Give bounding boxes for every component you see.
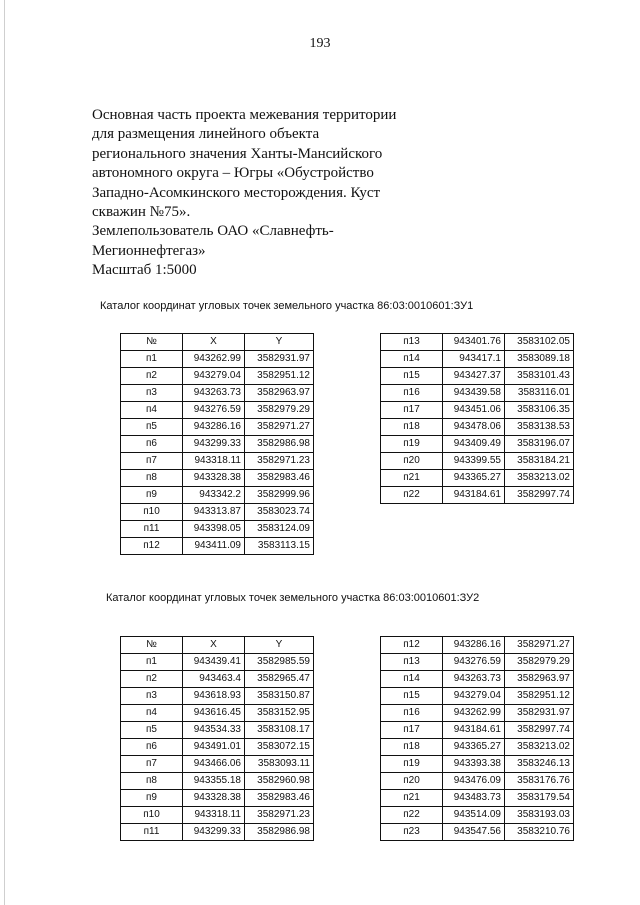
y-coordinate-cell: 3583089.18	[505, 351, 574, 368]
table-row	[121, 487, 314, 504]
point-id-cell: п8	[121, 470, 183, 487]
heading-line: Мегионнефтегаз»	[92, 242, 206, 259]
heading-line: Масштаб 1:5000	[92, 262, 197, 279]
x-coordinate-cell: 943483.73	[443, 790, 505, 807]
point-id-cell: п12	[121, 538, 183, 555]
y-coordinate-cell: 3582951.12	[505, 688, 574, 705]
y-coordinate-cell: 3582971.27	[505, 637, 574, 654]
x-coordinate-cell: 943286.16	[443, 637, 505, 654]
x-coordinate-cell: 943417.1	[443, 351, 505, 368]
point-id-cell: п14	[381, 671, 443, 688]
point-id-cell: п19	[381, 756, 443, 773]
header-cell: №	[121, 334, 183, 351]
table-row	[381, 436, 574, 453]
x-coordinate-cell: 943299.33	[183, 436, 245, 453]
y-coordinate-cell: 3582983.46	[245, 470, 314, 487]
table-row	[381, 334, 574, 351]
table-row	[381, 654, 574, 671]
x-coordinate-cell: 943514.09	[443, 807, 505, 824]
point-id-cell: п8	[121, 773, 183, 790]
point-id-cell: п1	[121, 654, 183, 671]
table-header-row	[121, 637, 314, 654]
y-coordinate-cell: 3583101.43	[505, 368, 574, 385]
point-id-cell: п20	[381, 773, 443, 790]
point-id-cell: п19	[381, 436, 443, 453]
y-coordinate-cell: 3582965.47	[245, 671, 314, 688]
x-coordinate-cell: 943398.05	[183, 521, 245, 538]
table-row	[121, 419, 314, 436]
point-id-cell: п17	[381, 722, 443, 739]
point-id-cell: п16	[381, 385, 443, 402]
x-coordinate-cell: 943616.45	[183, 705, 245, 722]
point-id-cell: п4	[121, 402, 183, 419]
point-id-cell: п6	[121, 739, 183, 756]
x-coordinate-cell: 943411.09	[183, 538, 245, 555]
x-coordinate-cell: 943399.55	[443, 453, 505, 470]
y-coordinate-cell: 3582931.97	[245, 351, 314, 368]
point-id-cell: п10	[121, 504, 183, 521]
y-coordinate-cell: 3583213.02	[505, 470, 574, 487]
point-id-cell: п14	[381, 351, 443, 368]
table-row	[121, 654, 314, 671]
x-coordinate-cell: 943276.59	[443, 654, 505, 671]
table-row	[121, 671, 314, 688]
y-coordinate-cell: 3582971.23	[245, 807, 314, 824]
x-coordinate-cell: 943409.49	[443, 436, 505, 453]
x-coordinate-cell: 943328.38	[183, 790, 245, 807]
table-row	[381, 722, 574, 739]
y-coordinate-cell: 3582986.98	[245, 436, 314, 453]
table-row	[121, 824, 314, 841]
x-coordinate-cell: 943393.38	[443, 756, 505, 773]
y-coordinate-cell: 3582997.74	[505, 722, 574, 739]
table-row	[121, 351, 314, 368]
y-coordinate-cell: 3582963.97	[245, 385, 314, 402]
y-coordinate-cell: 3582997.74	[505, 487, 574, 504]
point-id-cell: п12	[381, 637, 443, 654]
y-coordinate-cell: 3583138.53	[505, 419, 574, 436]
point-id-cell: п1	[121, 351, 183, 368]
x-coordinate-cell: 943534.33	[183, 722, 245, 739]
point-id-cell: п18	[381, 739, 443, 756]
table-row	[381, 739, 574, 756]
y-coordinate-cell: 3583152.95	[245, 705, 314, 722]
table-row	[381, 688, 574, 705]
table-row	[381, 402, 574, 419]
point-id-cell: п16	[381, 705, 443, 722]
document-heading	[92, 106, 422, 281]
x-coordinate-cell: 943318.11	[183, 453, 245, 470]
x-coordinate-cell: 943279.04	[183, 368, 245, 385]
table-header-row	[121, 334, 314, 351]
point-id-cell: п7	[121, 756, 183, 773]
x-coordinate-cell: 943478.06	[443, 419, 505, 436]
y-coordinate-cell: 3583184.21	[505, 453, 574, 470]
table-row	[121, 402, 314, 419]
point-id-cell: п21	[381, 470, 443, 487]
y-coordinate-cell: 3582971.27	[245, 419, 314, 436]
y-coordinate-cell: 3583213.02	[505, 739, 574, 756]
y-coordinate-cell: 3582985.59	[245, 654, 314, 671]
y-coordinate-cell: 3582931.97	[505, 705, 574, 722]
header-cell: Y	[245, 637, 314, 654]
table-row	[121, 521, 314, 538]
point-id-cell: п22	[381, 807, 443, 824]
point-id-cell: п15	[381, 368, 443, 385]
point-id-cell: п3	[121, 385, 183, 402]
point-id-cell: п20	[381, 453, 443, 470]
x-coordinate-cell: 943365.27	[443, 470, 505, 487]
y-coordinate-cell: 3582960.98	[245, 773, 314, 790]
point-id-cell: п13	[381, 334, 443, 351]
y-coordinate-cell: 3582979.29	[505, 654, 574, 671]
x-coordinate-cell: 943547.56	[443, 824, 505, 841]
x-coordinate-cell: 943262.99	[183, 351, 245, 368]
table-row	[381, 351, 574, 368]
y-coordinate-cell: 3583196.07	[505, 436, 574, 453]
table-row	[381, 385, 574, 402]
y-coordinate-cell: 3582979.29	[245, 402, 314, 419]
table-row	[381, 807, 574, 824]
table-row	[121, 773, 314, 790]
heading-line: для размещения линейного объекта	[92, 126, 320, 143]
x-coordinate-cell: 943476.09	[443, 773, 505, 790]
catalog1-title: Каталог координат угловых точек земельного участка 86:03:0010601:ЗУ1	[100, 300, 474, 312]
point-id-cell: п9	[121, 790, 183, 807]
point-id-cell: п22	[381, 487, 443, 504]
table-row	[121, 790, 314, 807]
x-coordinate-cell: 943263.73	[443, 671, 505, 688]
table-row	[121, 807, 314, 824]
catalog2-left-table	[120, 636, 314, 841]
heading-line: Землепользователь ОАО «Славнефть-	[92, 223, 334, 240]
scan-edge	[4, 0, 5, 905]
point-id-cell: п6	[121, 436, 183, 453]
table-row	[121, 688, 314, 705]
point-id-cell: п11	[121, 824, 183, 841]
table-row	[381, 637, 574, 654]
point-id-cell: п21	[381, 790, 443, 807]
table-row	[381, 419, 574, 436]
x-coordinate-cell: 943184.61	[443, 487, 505, 504]
table-row	[121, 385, 314, 402]
table-row	[121, 705, 314, 722]
y-coordinate-cell: 3583072.15	[245, 739, 314, 756]
x-coordinate-cell: 943355.18	[183, 773, 245, 790]
header-cell: Y	[245, 334, 314, 351]
x-coordinate-cell: 943618.93	[183, 688, 245, 705]
point-id-cell: п23	[381, 824, 443, 841]
table-row	[121, 722, 314, 739]
point-id-cell: п2	[121, 671, 183, 688]
x-coordinate-cell: 943401.76	[443, 334, 505, 351]
x-coordinate-cell: 943328.38	[183, 470, 245, 487]
x-coordinate-cell: 943451.06	[443, 402, 505, 419]
y-coordinate-cell: 3582963.97	[505, 671, 574, 688]
table-row	[121, 739, 314, 756]
x-coordinate-cell: 943318.11	[183, 807, 245, 824]
point-id-cell: п2	[121, 368, 183, 385]
point-id-cell: п15	[381, 688, 443, 705]
table-row	[381, 487, 574, 504]
y-coordinate-cell: 3583179.54	[505, 790, 574, 807]
y-coordinate-cell: 3582951.12	[245, 368, 314, 385]
table-row	[381, 824, 574, 841]
table-row	[121, 453, 314, 470]
header-cell: X	[183, 637, 245, 654]
x-coordinate-cell: 943427.37	[443, 368, 505, 385]
y-coordinate-cell: 3583093.11	[245, 756, 314, 773]
x-coordinate-cell: 943263.73	[183, 385, 245, 402]
y-coordinate-cell: 3583176.76	[505, 773, 574, 790]
table-row	[121, 368, 314, 385]
table-row	[121, 436, 314, 453]
x-coordinate-cell: 943286.16	[183, 419, 245, 436]
catalog1-right-table	[380, 333, 574, 504]
y-coordinate-cell: 3583246.13	[505, 756, 574, 773]
x-coordinate-cell: 943439.58	[443, 385, 505, 402]
heading-line: автономного округа – Югры «Обустройство	[92, 165, 374, 182]
point-id-cell: п11	[121, 521, 183, 538]
point-id-cell: п7	[121, 453, 183, 470]
point-id-cell: п5	[121, 722, 183, 739]
point-id-cell: п5	[121, 419, 183, 436]
table-row	[381, 671, 574, 688]
y-coordinate-cell: 3583106.35	[505, 402, 574, 419]
y-coordinate-cell: 3583210.76	[505, 824, 574, 841]
x-coordinate-cell: 943491.01	[183, 739, 245, 756]
heading-line: Западно-Асомкинского месторождения. Куст	[92, 184, 381, 201]
table-row	[381, 453, 574, 470]
x-coordinate-cell: 943313.87	[183, 504, 245, 521]
header-cell: №	[121, 637, 183, 654]
table-row	[381, 705, 574, 722]
table-row	[381, 470, 574, 487]
heading-line: регионального значения Ханты-Мансийского	[92, 145, 383, 162]
table-row	[121, 470, 314, 487]
table-row	[121, 504, 314, 521]
point-id-cell: п4	[121, 705, 183, 722]
x-coordinate-cell: 943439.41	[183, 654, 245, 671]
point-id-cell: п17	[381, 402, 443, 419]
catalog2-title: Каталог координат угловых точек земельного участка 86:03:0010601:ЗУ2	[106, 592, 480, 604]
y-coordinate-cell: 3582983.46	[245, 790, 314, 807]
y-coordinate-cell: 3582999.96	[245, 487, 314, 504]
catalog2-right-table	[380, 636, 574, 841]
table-row	[381, 790, 574, 807]
table-row	[381, 756, 574, 773]
point-id-cell: п9	[121, 487, 183, 504]
table-row	[121, 538, 314, 555]
point-id-cell: п18	[381, 419, 443, 436]
page-number: 193	[309, 36, 331, 51]
point-id-cell: п3	[121, 688, 183, 705]
table-row	[381, 368, 574, 385]
heading-line: Основная часть проекта межевания территории	[92, 107, 397, 123]
y-coordinate-cell: 3583113.15	[245, 538, 314, 555]
y-coordinate-cell: 3583108.17	[245, 722, 314, 739]
catalog1-left-table	[120, 333, 314, 555]
y-coordinate-cell: 3582971.23	[245, 453, 314, 470]
x-coordinate-cell: 943262.99	[443, 705, 505, 722]
heading-line: скважин №75».	[92, 204, 191, 221]
y-coordinate-cell: 3583116.01	[505, 385, 574, 402]
x-coordinate-cell: 943365.27	[443, 739, 505, 756]
x-coordinate-cell: 943342.2	[183, 487, 245, 504]
point-id-cell: п10	[121, 807, 183, 824]
x-coordinate-cell: 943299.33	[183, 824, 245, 841]
table-row	[121, 756, 314, 773]
x-coordinate-cell: 943466.06	[183, 756, 245, 773]
x-coordinate-cell: 943184.61	[443, 722, 505, 739]
y-coordinate-cell: 3583150.87	[245, 688, 314, 705]
x-coordinate-cell: 943279.04	[443, 688, 505, 705]
y-coordinate-cell: 3583124.09	[245, 521, 314, 538]
header-cell: X	[183, 334, 245, 351]
table-row	[381, 773, 574, 790]
x-coordinate-cell: 943463.4	[183, 671, 245, 688]
y-coordinate-cell: 3582986.98	[245, 824, 314, 841]
y-coordinate-cell: 3583023.74	[245, 504, 314, 521]
x-coordinate-cell: 943276.59	[183, 402, 245, 419]
point-id-cell: п13	[381, 654, 443, 671]
y-coordinate-cell: 3583102.05	[505, 334, 574, 351]
y-coordinate-cell: 3583193.03	[505, 807, 574, 824]
